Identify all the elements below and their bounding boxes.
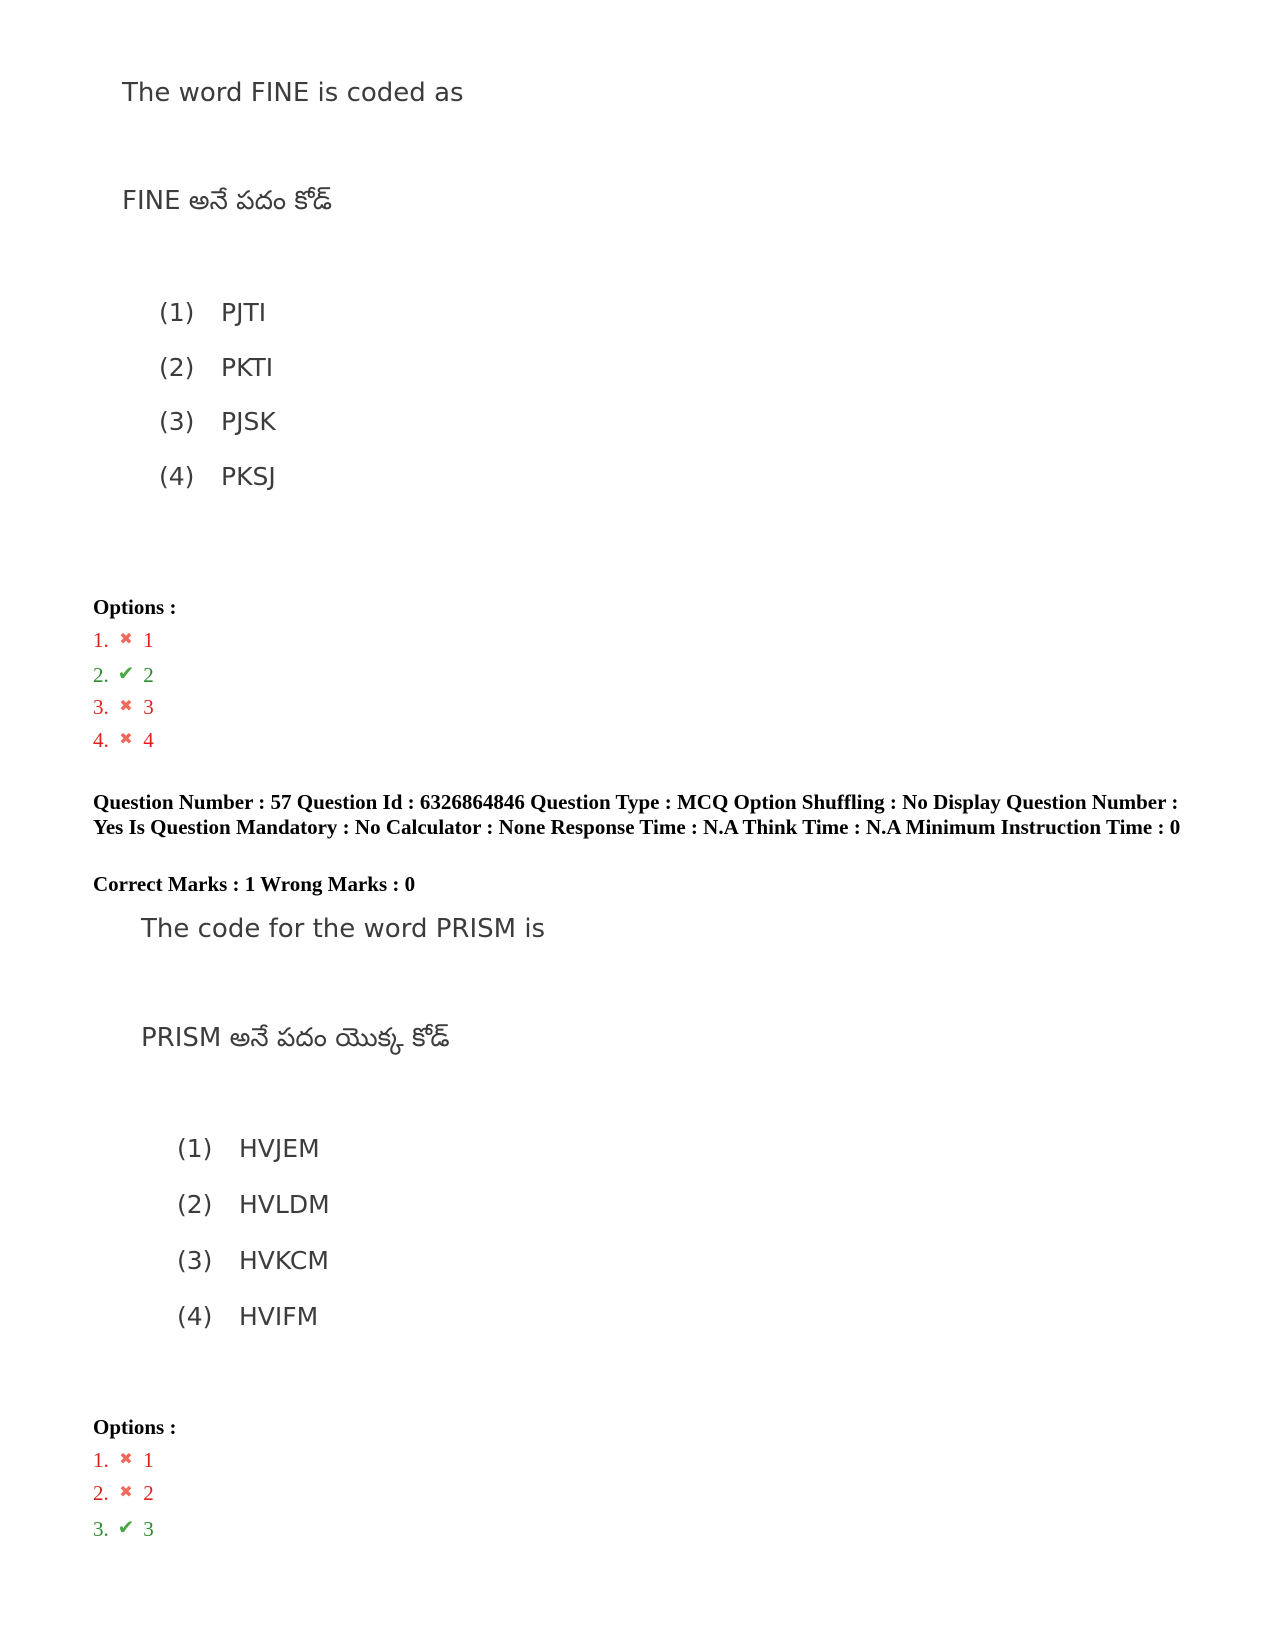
q57-question-te: PRISM అనే పదం యొక్క కోడ్ <box>141 1023 450 1053</box>
answer-index: 2. <box>93 663 109 687</box>
q57-meta: Question Number : 57 Question Id : 6326864846 Question Type : MCQ Option Shuffling : No Display Question Number : Yes Is Question Mandatory : No Calculator : None Response Time : N.A Think Time : N.A Minimum Instruction Time : 0 <box>93 790 1181 839</box>
choice-number: (3) <box>159 407 195 436</box>
choice-text: HVJEM <box>239 1134 320 1163</box>
answer-index: 3. <box>93 1517 109 1541</box>
answer-index: 1. <box>93 1448 109 1472</box>
q57-question-en: The code for the word PRISM is <box>141 914 546 944</box>
q56-answer-2 <box>93 661 154 688</box>
choice-text: HVIFM <box>239 1302 319 1331</box>
answer-value: 2 <box>143 663 154 687</box>
answer-value: 2 <box>143 1481 154 1505</box>
q57-answer-1 <box>93 1448 154 1473</box>
choice-text: PJSK <box>221 407 276 436</box>
q57-options-heading: Options : <box>93 1415 177 1439</box>
answer-value: 1 <box>143 1448 154 1472</box>
q56-options-heading: Options : <box>93 595 177 619</box>
q57-choice-3 <box>177 1246 329 1275</box>
q56-choice-1 <box>159 298 266 327</box>
q56-question-en: The word FINE is coded as <box>122 78 464 108</box>
choice-number: (1) <box>177 1134 213 1163</box>
q56-answer-4 <box>93 728 154 753</box>
answer-index: 2. <box>93 1481 109 1505</box>
q56-answer-1 <box>93 628 154 653</box>
answer-index: 1. <box>93 628 109 652</box>
q57-choice-4 <box>177 1302 318 1331</box>
choice-text: PJTI <box>221 298 267 327</box>
choice-text: PKTI <box>221 353 274 382</box>
choice-number: (3) <box>177 1246 213 1275</box>
answer-index: 4. <box>93 728 109 752</box>
choice-number: (2) <box>159 353 195 382</box>
q57-choice-2 <box>177 1190 330 1219</box>
cross-icon: ✖ <box>119 698 133 715</box>
check-icon: ✔ <box>117 663 135 685</box>
cross-icon: ✖ <box>119 731 133 748</box>
check-icon: ✔ <box>117 1517 135 1539</box>
cross-icon: ✖ <box>119 1451 133 1468</box>
answer-value: 4 <box>143 728 154 752</box>
cross-icon: ✖ <box>119 631 133 648</box>
choice-number: (4) <box>159 462 195 491</box>
q57-choice-1 <box>177 1134 320 1163</box>
answer-value: 3 <box>143 695 154 719</box>
q56-choice-4 <box>159 462 276 491</box>
choice-text: HVKCM <box>239 1246 329 1275</box>
choice-number: (1) <box>159 298 195 327</box>
cross-icon: ✖ <box>119 1484 133 1501</box>
answer-value: 3 <box>143 1517 154 1541</box>
choice-number: (4) <box>177 1302 213 1331</box>
choice-number: (2) <box>177 1190 213 1219</box>
answer-value: 1 <box>143 628 154 652</box>
answer-index: 3. <box>93 695 109 719</box>
choice-text: HVLDM <box>239 1190 330 1219</box>
q57-answer-3 <box>93 1515 154 1542</box>
choice-text: PKSJ <box>221 462 276 491</box>
q56-choice-2 <box>159 353 273 382</box>
q56-answer-3 <box>93 695 154 720</box>
q57-answer-2 <box>93 1481 154 1506</box>
q57-marks: Correct Marks : 1 Wrong Marks : 0 <box>93 872 416 896</box>
q56-question-te: FINE అనే పదం కోడ్ <box>122 186 332 216</box>
q56-choice-3 <box>159 407 276 436</box>
